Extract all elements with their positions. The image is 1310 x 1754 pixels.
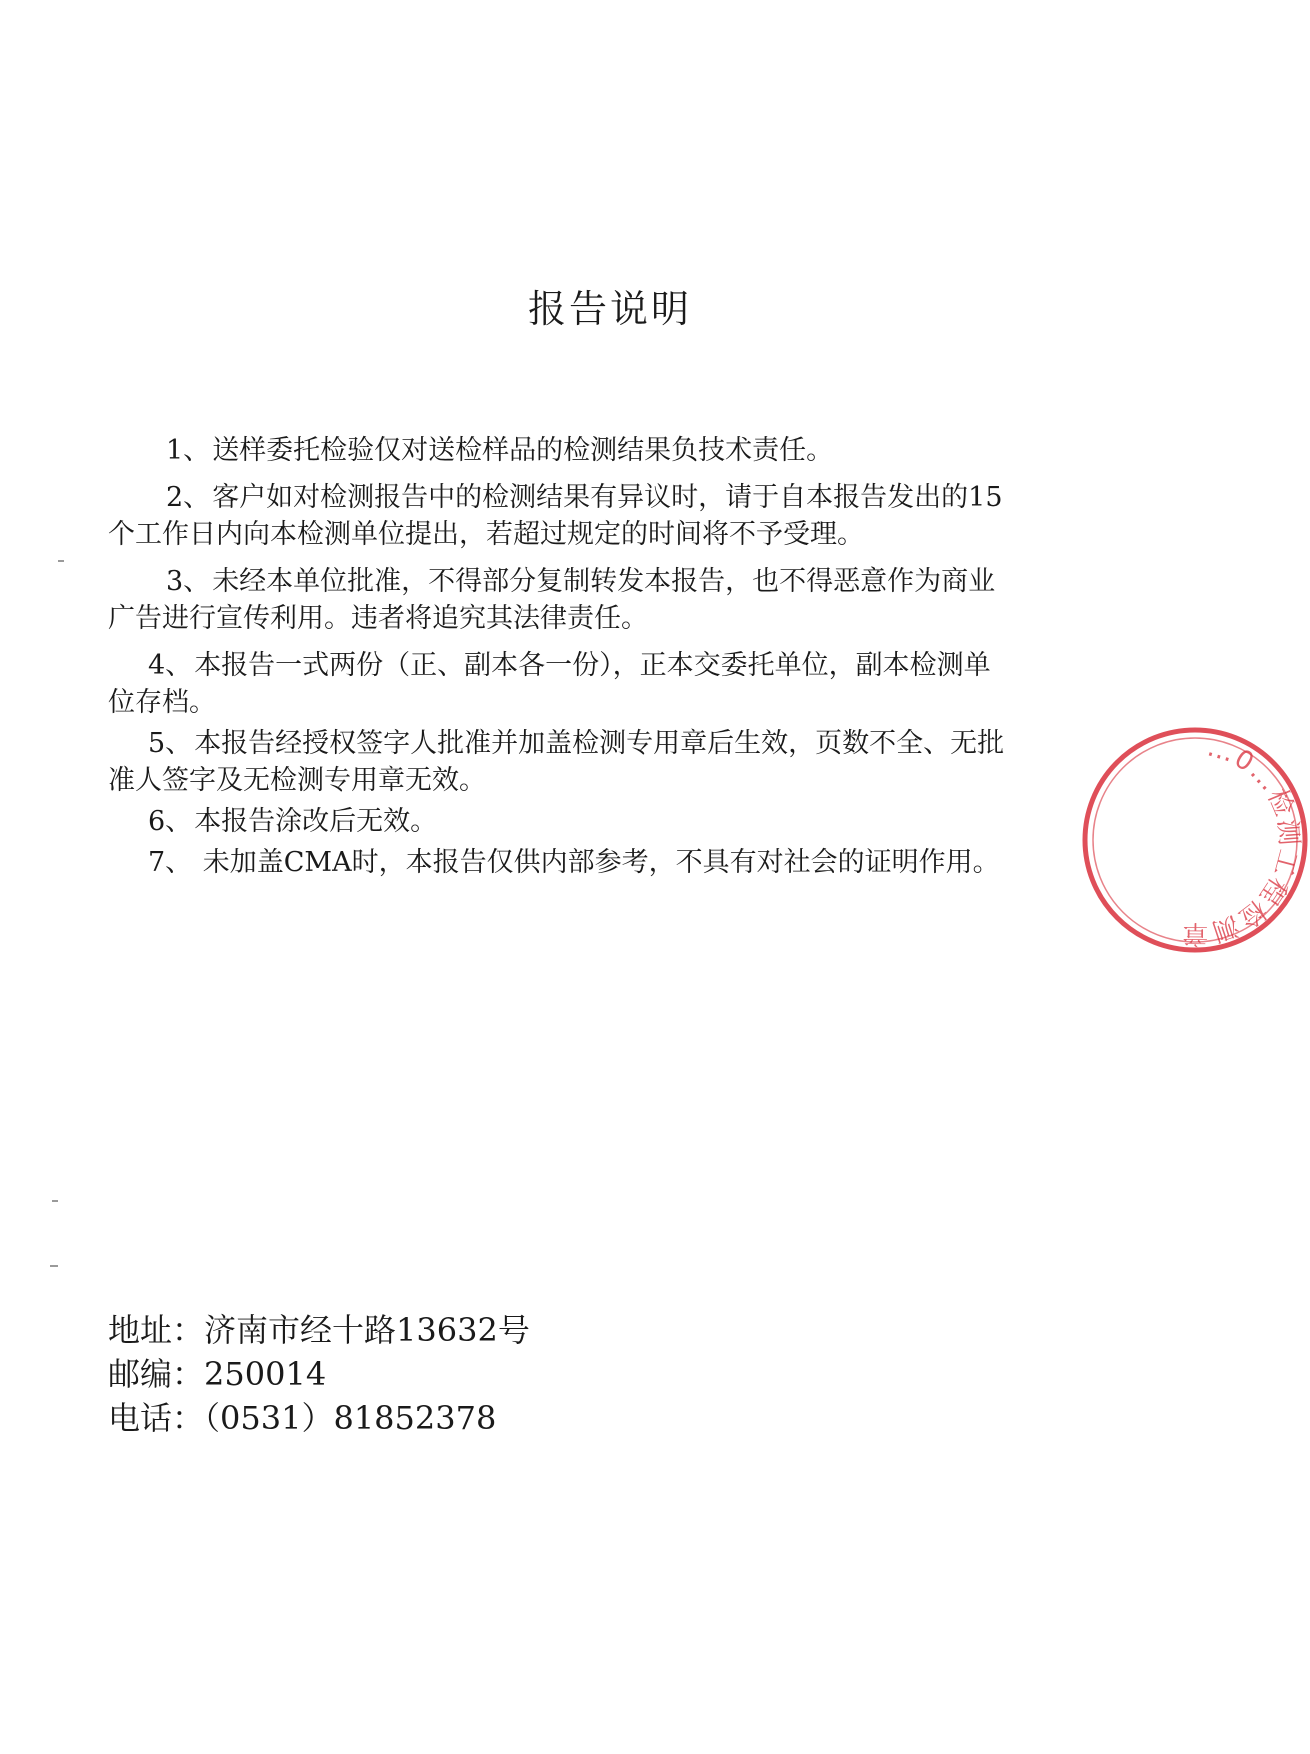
notes-list [108,432,1008,885]
postcode-label: 邮编： [108,1355,205,1393]
inspection-seal-stamp [1080,725,1310,955]
svg-text:…0…检测工程检测章 [1180,733,1303,949]
note-item [108,844,1008,881]
seal-lettering: …0…检测工程检测章 [1180,732,1304,949]
note-number: 3、 [166,566,211,597]
phone-label: 电话： [108,1399,205,1437]
note-number: 5、 [148,728,193,759]
note-item [108,563,1008,637]
note-text: 未加盖CMA时，本报告仅供内部参考，不具有对社会的证明作用。 [194,847,1000,878]
postcode-line [108,1352,530,1396]
note-text: 本报告一式两份（正、副本各一份），正本交委托单位，副本检测单位存档。 [108,650,991,718]
note-item [108,647,1008,721]
note-text: 本报告经授权签字人批准并加盖检测专用章后生效，页数不全、无批准人签字及无检测专用章无效。 [108,728,1005,796]
address-line [108,1308,530,1352]
note-text: 客户如对检测报告中的检测结果有异议时，请于自本报告发出的15个工作日内向本检测单位提出，若超过规定的时间将不予受理。 [108,482,1003,550]
address-label: 地址： [108,1311,205,1349]
contact-block [108,1308,530,1440]
scan-mark [50,1265,58,1267]
note-text: 本报告涂改后无效。 [194,806,438,837]
note-number: 4、 [148,650,193,681]
note-number: 2、 [166,482,211,513]
note-text: 送样委托检验仅对送检样品的检测结果负技术责任。 [212,435,834,466]
note-number: 7、 [148,847,193,878]
postcode-value: 250014 [204,1355,327,1393]
note-item [108,725,1008,799]
scan-mark [52,1200,58,1202]
note-number: 6、 [148,806,193,837]
page-title: 报告说明 [527,287,692,331]
phone-line [108,1396,530,1440]
note-number: 1、 [166,435,211,466]
scan-mark [58,560,64,562]
address-value: 济南市经十路13632号 [204,1311,530,1349]
note-item [108,803,1008,840]
note-item [108,432,1008,469]
note-item [108,479,1008,553]
phone-value: （0531）81852378 [204,1399,497,1437]
note-text: 未经本单位批准，不得部分复制转发本报告，也不得恶意作为商业广告进行宣传利用。违者将追究其法律责任。 [108,566,996,634]
